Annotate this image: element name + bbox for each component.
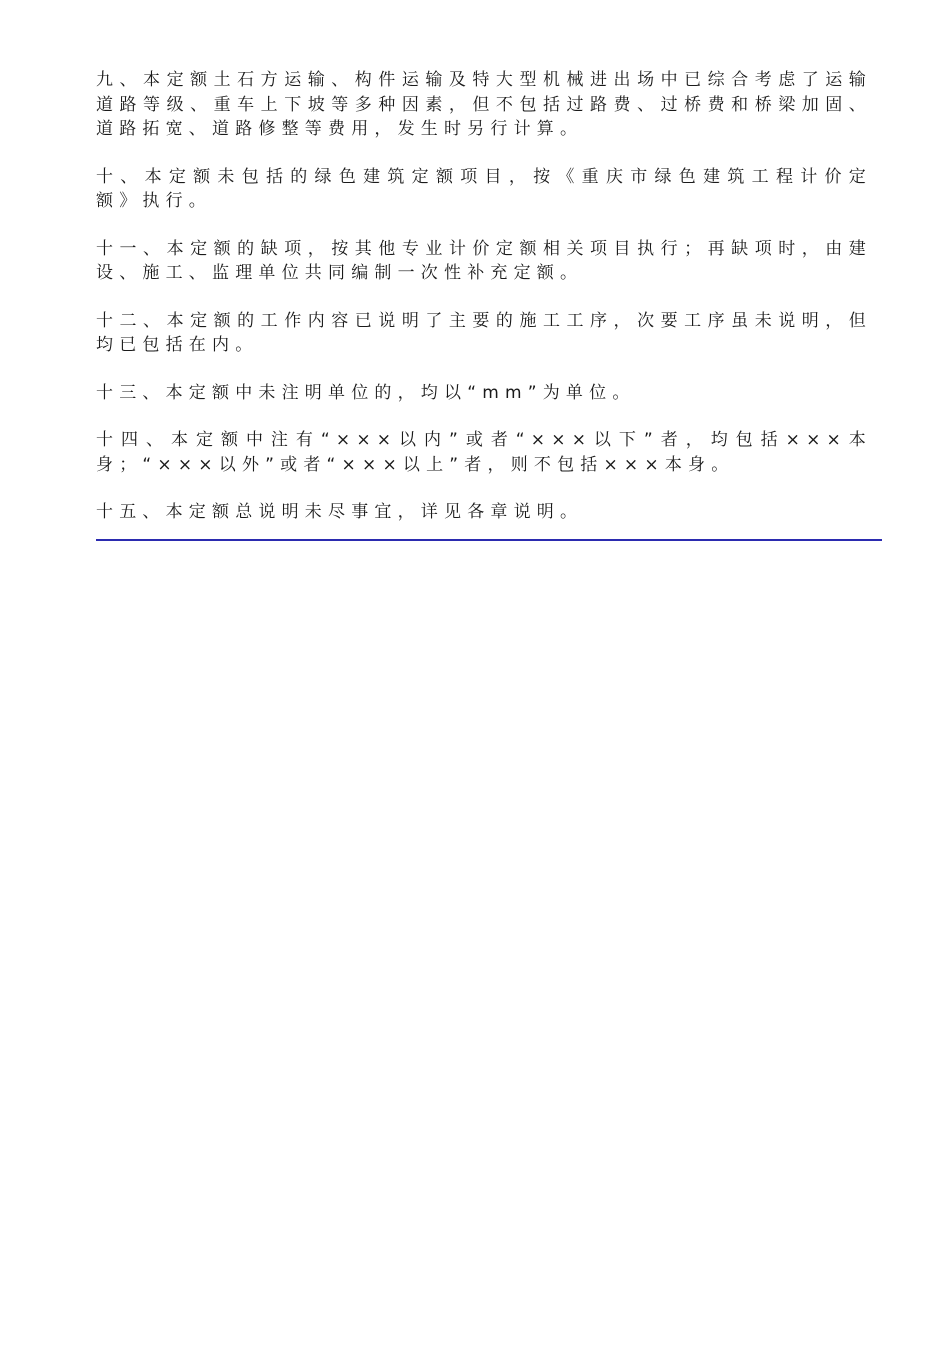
clause-15: 十五、本定额总说明未尽事宜，详见各章说明。 xyxy=(96,502,584,522)
clause-9: 九、本定额土石方运输、构件运输及特大型机械进出场中已综合考虑了运输道路等级、重车上下坡等多种因素，但不包括过路费、过桥费和桥梁加固、道路拓宽、道路修整等费用，发生时另行计算。 xyxy=(96,70,872,139)
clause-10: 十、本定额未包括的绿色建筑定额项目，按《重庆市绿色建筑工程计价定额》执行。 xyxy=(96,166,872,211)
clause-13: 十三、本定额中未注明单位的，均以“mm”为单位。 xyxy=(96,382,636,403)
document-body xyxy=(96,68,872,525)
clause-11: 十一、本定额的缺项，按其他专业计价定额相关项目执行；再缺项时，由建设、施工、监理单位共同编制一次性补充定额。 xyxy=(96,238,872,283)
clause-12: 十二、本定额的工作内容已说明了主要的施工工序，次要工序虽未说明，但均已包括在内。 xyxy=(96,310,872,355)
section-divider-line xyxy=(96,539,882,541)
clause-14: 十四、本定额中注有“×××以内”或者“×××以下”者，均包括×××本身；“×××以外”或者“×××以上”者，则不包括×××本身。 xyxy=(96,430,872,475)
